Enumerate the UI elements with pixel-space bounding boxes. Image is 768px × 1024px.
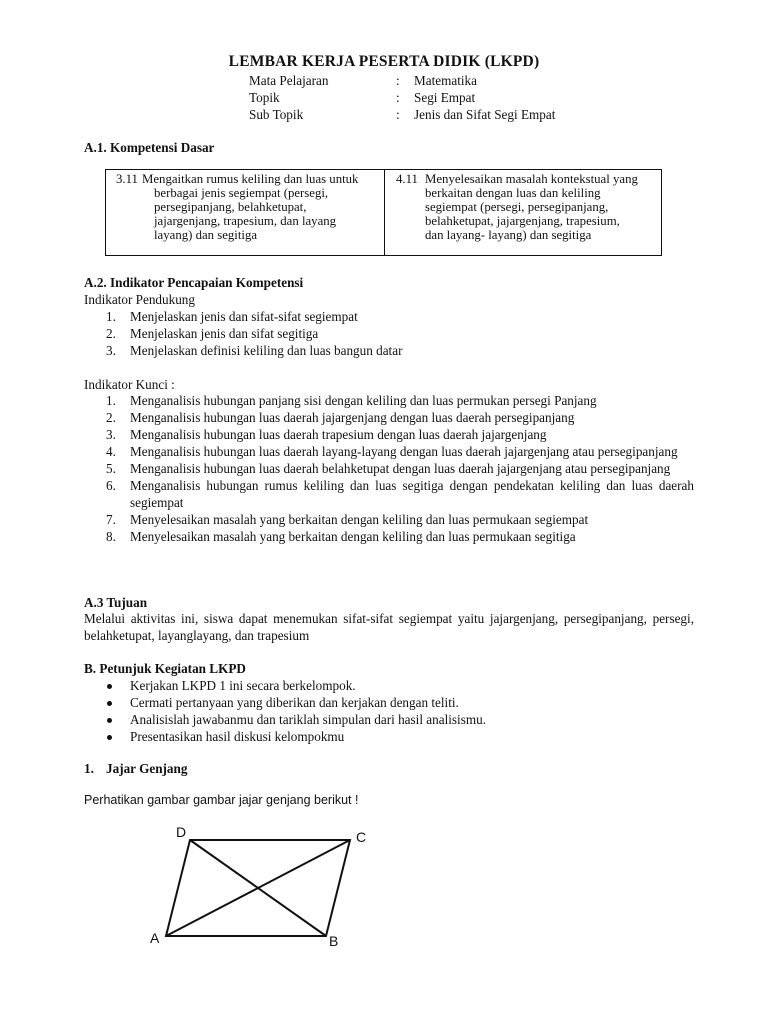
kd-line: Menyelesaikan masalah kontekstual yang bbox=[425, 172, 638, 186]
vertex-label-b: B bbox=[329, 933, 339, 949]
kd-line: jajargenjang, trapesium, dan layang bbox=[154, 214, 337, 228]
petunjuk-list bbox=[84, 677, 694, 745]
heading-tujuan: A.3 Tujuan bbox=[84, 595, 148, 610]
heading-indikator: A.2. Indikator Pencapaian Kompetensi bbox=[84, 275, 304, 290]
vertex-label-a: A bbox=[150, 930, 160, 946]
meta-value: Jenis dan Sifat Segi Empat bbox=[414, 107, 556, 122]
vertex-label-c: C bbox=[356, 829, 367, 845]
list-item: 2. Menjelaskan jenis dan sifat segitiga bbox=[106, 326, 319, 341]
list-item: 1. Menganalisis hubungan panjang sisi dengan keliling dan luas permukan persegi Panjang bbox=[106, 393, 597, 408]
meta-label: Mata Pelajaran bbox=[249, 73, 329, 88]
bullet-item: Presentasikan hasil diskusi kelompokmu bbox=[84, 728, 694, 745]
kd-line: berbagai jenis segiempat (persegi, bbox=[154, 186, 329, 200]
parallelogram-figure bbox=[140, 818, 380, 958]
kd-number: 4.11 bbox=[396, 172, 418, 186]
list-item: 2. Menganalisis hubungan luas daerah jajargenjang dengan luas daerah persegipanjang bbox=[106, 410, 575, 425]
kd-line: Mengaitkan rumus keliling dan luas untuk bbox=[142, 172, 359, 186]
kd-number: 3.11 bbox=[116, 172, 138, 186]
meta-value: Segi Empat bbox=[414, 90, 476, 105]
instruction-text: Perhatikan gambar gambar jajar genjang berikut ! bbox=[84, 793, 359, 807]
heading-kompetensi-dasar: A.1. Kompetensi Dasar bbox=[84, 140, 215, 155]
bullet-item: Kerjakan LKPD 1 ini secara berkelompok. bbox=[84, 677, 694, 694]
list-item: 8. Menyelesaikan masalah yang berkaitan dengan keliling dan luas permukaan segitiga bbox=[106, 529, 576, 544]
kd-line: dan layang- layang) dan segitiga bbox=[425, 228, 592, 242]
kd-line: layang) dan segitiga bbox=[154, 228, 258, 242]
meta-colon: : bbox=[396, 107, 400, 122]
indikator-pendukung-list bbox=[84, 308, 694, 359]
meta-colon: : bbox=[396, 73, 400, 88]
heading-petunjuk: B. Petunjuk Kegiatan LKPD bbox=[84, 661, 246, 676]
document-title: LEMBAR KERJA PESERTA DIDIK (LKPD) bbox=[228, 53, 540, 70]
list-item: 7. Menyelesaikan masalah yang berkaitan dengan keliling dan luas permukaan segiempat bbox=[106, 512, 589, 527]
list-item: 3. Menjelaskan definisi keliling dan luas bangun datar bbox=[106, 343, 403, 358]
list-item: 3. Menganalisis hubungan luas daerah trapesium dengan luas daerah jajargenjang bbox=[106, 427, 547, 442]
bullet-icon bbox=[107, 735, 112, 740]
label-indikator-kunci: Indikator Kunci : bbox=[84, 377, 175, 392]
kd-text bbox=[425, 172, 665, 242]
vertex-label-d: D bbox=[176, 824, 187, 840]
kd-line: persegipanjang, belahketupat, bbox=[154, 200, 307, 214]
list-item: 4. Menganalisis hubungan luas daerah layang-layang dengan luas daerah jajargenjang atau persegipanjang bbox=[106, 444, 678, 459]
tujuan-text: Melalui aktivitas ini, siswa dapat menemukan sifat-sifat segiempat yaitu jajargenjang, persegipanjang, persegi, belahketupat, layanglayang, dan trapesium bbox=[84, 611, 694, 643]
meta-label: Topik bbox=[249, 90, 280, 105]
meta-value: Matematika bbox=[414, 73, 477, 88]
label-indikator-pendukung: Indikator Pendukung bbox=[84, 292, 195, 307]
bullet-item: Analisislah jawabanmu dan tariklah simpulan dari hasil analisismu. bbox=[84, 711, 694, 728]
bullet-icon bbox=[107, 718, 112, 723]
kd-line: berkaitan dengan luas dan keliling bbox=[425, 186, 601, 200]
bullet-item: Cermati pertanyaan yang diberikan dan kerjakan dengan teliti. bbox=[84, 694, 694, 711]
bullet-icon bbox=[107, 701, 112, 706]
kd-line: segiempat (persegi, persegipanjang, bbox=[425, 200, 609, 214]
list-item: 6. Menganalisis hubungan rumus keliling dan luas segitiga dengan pendekatan keliling dan luas daerah segiempat bbox=[106, 478, 694, 510]
meta-label: Sub Topik bbox=[249, 107, 304, 122]
kd-line: belahketupat, jajargenjang, trapesium, bbox=[425, 214, 620, 228]
list-item: 5. Menganalisis hubungan luas daerah belahketupat dengan luas daerah jajargenjang atau persegipanjang bbox=[106, 461, 671, 476]
section-number: 1. bbox=[84, 761, 94, 776]
bullet-icon bbox=[107, 684, 112, 689]
meta-colon: : bbox=[396, 90, 400, 105]
diagonal-bd bbox=[190, 840, 326, 936]
heading-jajar-genjang: Jajar Genjang bbox=[106, 761, 188, 776]
list-item: 1. Menjelaskan jenis dan sifat-sifat segiempat bbox=[106, 309, 358, 324]
kompetensi-dasar-table bbox=[105, 169, 662, 256]
kd-text bbox=[142, 172, 392, 242]
indikator-kunci-list bbox=[84, 392, 694, 545]
